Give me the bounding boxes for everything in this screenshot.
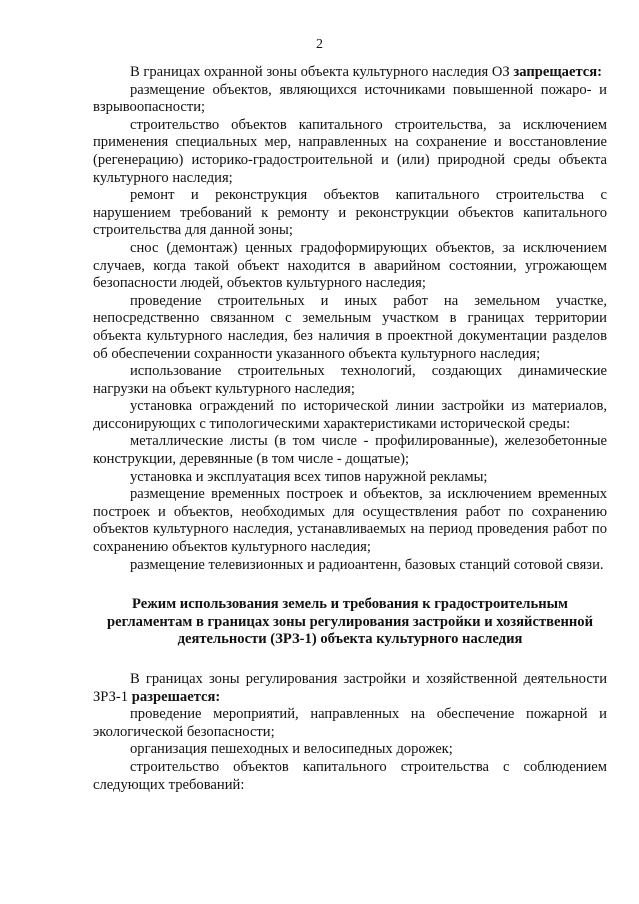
section1-item: размещение временных построек и объектов, за исключением временных построек и объектов, необходимых для осуществления работ по сохранению объектов культурного наследия, устанавливаемых на период проведения работ по сохранению объектов культурного наследия; (93, 486, 607, 556)
section2-item: проведение мероприятий, направленных на обеспечение пожарной и экологической безопасности; (93, 706, 607, 740)
section-heading-line: регламентам в границах зоны регулирования застройки и хозяйственной (107, 613, 593, 630)
document-body (93, 64, 607, 794)
section1-intro-text: В границах охранной зоны объекта культурного наследия ОЗ (130, 64, 510, 80)
section1-intro (93, 64, 607, 82)
section2-intro (93, 671, 607, 706)
section1-item: установка ограждений по исторической линии застройки из материалов, диссонирующих с типологическими характеристиками исторической среды: (93, 398, 607, 432)
section1-item: использование строительных технологий, создающих динамические нагрузки на объект культурного наследия; (93, 363, 607, 397)
section1-item: установка и эксплуатация всех типов наружной рекламы; (130, 468, 488, 485)
section1-item: металлические листы (в том числе - профилированные), железобетонные конструкции, деревянные (в том числе - дощатые); (93, 433, 607, 468)
section1-intro-bold: запрещается: (513, 64, 603, 80)
section-heading (93, 596, 607, 649)
section2-intro-text: В границах зоны регулирования застройки и хозяйственной деятельности ЗРЗ-1 (93, 671, 607, 705)
section1-item: размещение объектов, являющихся источниками повышенной пожаро- и взрывоопасности; (93, 81, 607, 116)
page-number: 2 (316, 37, 323, 52)
section2-item: строительство объектов капитального строительства с соблюдением следующих требований: (93, 758, 607, 793)
section-heading-line: деятельности (ЗРЗ-1) объекта культурного наследия (177, 631, 523, 648)
section2-item: организация пешеходных и велосипедных дорожек; (130, 741, 453, 758)
section2-intro-bold: разрешается: (131, 688, 221, 705)
section-heading-line: Режим использования земель и требования к градостроительным (132, 596, 568, 613)
section1-item: снос (демонтаж) ценных градоформирующих объектов, за исключением случаев, когда такой объект находится в аварийном состоянии, угрожающем безопасности людей, объектов культурного наследия; (93, 239, 607, 292)
section1-item: проведение строительных и иных работ на земельном участке, непосредственно связанном с земельным участком в границах территории объекта культурного наследия, без наличия в проектной документации разделов об обеспечении сохранности указанного объекта культурного наследия; (93, 292, 607, 362)
section1-item: строительство объектов капитального строительства, за исключением применения специальных мер, направленных на сохранение и восстановление (регенерацию) историко-градостроительной и (или) природной среды объекта культурного наследия; (93, 116, 607, 186)
section1-item: размещение телевизионных и радиоантенн, базовых станций сотовой связи. (130, 556, 604, 573)
section1-item: ремонт и реконструкция объектов капитального строительства с нарушением требований к ремонту и реконструкции объектов капитального строительства для данной зоны; (93, 187, 607, 239)
